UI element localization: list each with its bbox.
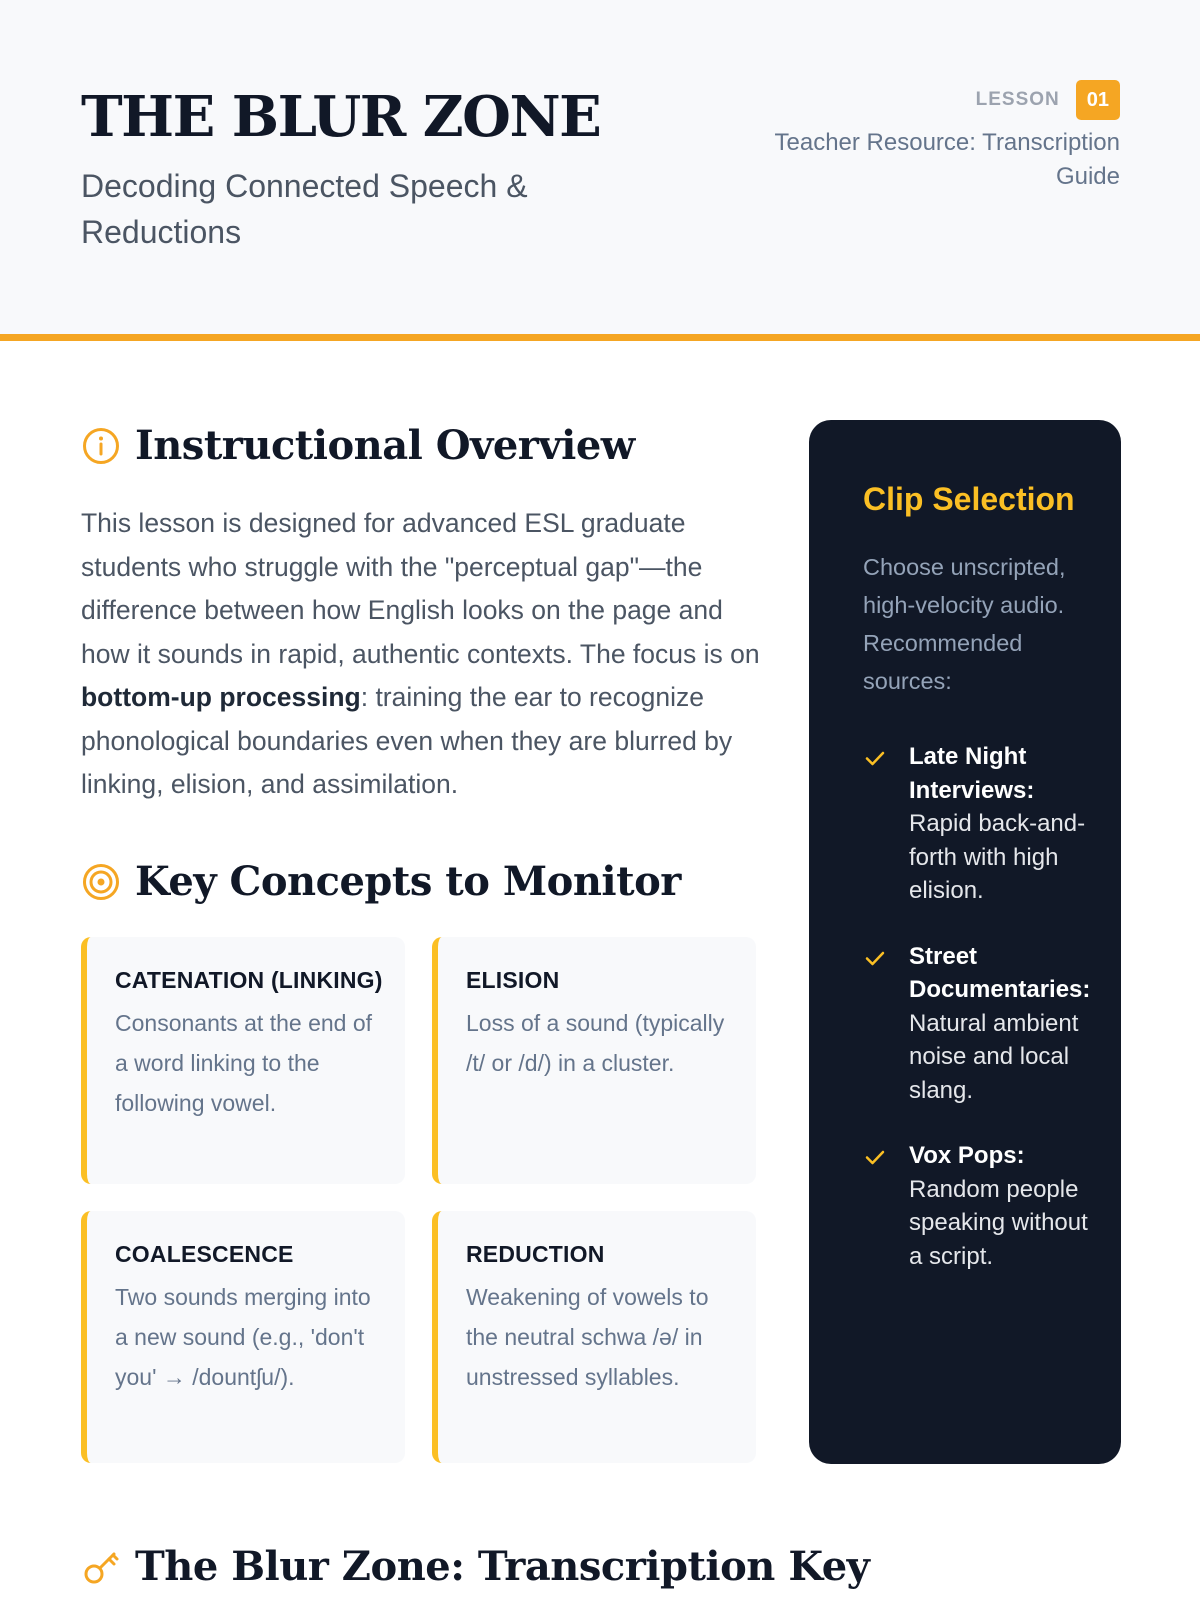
concept-card-description: Loss of a sound (typically /t/ or /d/) in a cluster. xyxy=(466,1010,725,1076)
checkmark-icon xyxy=(863,1139,887,1273)
overview-text-start: This lesson is designed for advanced ESL graduate students who struggle with the "perceptual gap"—the difference between how English looks on the page and how it sounds in rapid, authentic contexts. The focus is on xyxy=(81,508,760,669)
clip-selection-description: Choose unscripted, high-velocity audio. Recommended sources: xyxy=(863,554,1066,694)
concepts-heading-text: Key Concepts to Monitor xyxy=(135,858,681,905)
concept-card-description: Two sounds merging into a new sound (e.g., 'don't you' → /dountʃu/). xyxy=(115,1284,371,1390)
info-icon xyxy=(81,426,121,466)
concept-card-elision xyxy=(432,937,756,1184)
source-text: Random people speaking without a script. xyxy=(909,1175,1088,1270)
checkmark-icon xyxy=(863,940,887,1108)
source-label: Vox Pops: xyxy=(909,1142,1025,1169)
clip-selection-title: Clip Selection xyxy=(863,481,1075,517)
list-item xyxy=(863,940,1093,1108)
concept-card-coalescence xyxy=(81,1211,405,1463)
concepts-heading xyxy=(81,858,681,905)
list-item xyxy=(863,740,1093,908)
lesson-label: LESSON xyxy=(975,89,1060,110)
source-text: Rapid back-and-forth with high elision. xyxy=(909,810,1086,904)
concept-card-description: Weakening of vowels to the neutral schwa /ə/ in unstressed syllables. xyxy=(466,1284,709,1390)
target-icon xyxy=(81,862,121,902)
clip-selection-panel xyxy=(809,420,1121,1464)
overview-text-emphasis: bottom-up processing xyxy=(81,682,361,712)
concept-card-title: COALESCENCE xyxy=(115,1241,294,1267)
lesson-number-badge: 01 xyxy=(1076,80,1120,120)
concept-card-reduction xyxy=(432,1211,756,1463)
source-description xyxy=(909,740,1093,908)
checkmark-icon xyxy=(863,740,887,908)
concept-card-title: ELISION xyxy=(466,967,560,993)
concept-card-description: Consonants at the end of a word linking to the following vowel. xyxy=(115,1010,373,1116)
overview-heading xyxy=(81,422,635,469)
overview-text-end: : training the ear to recognize phonological boundaries even when they are blurred by linking, elision, and assimilation. xyxy=(81,682,733,799)
source-label: Street Documentaries: xyxy=(909,942,1091,1003)
source-description xyxy=(909,940,1093,1108)
overview-heading-text: Instructional Overview xyxy=(135,422,635,469)
page-subtitle: Decoding Connected Speech & Reductions xyxy=(81,168,528,250)
transcription-heading-text: The Blur Zone: Transcription Key xyxy=(135,1543,870,1590)
page-header xyxy=(0,0,1200,341)
transcription-heading xyxy=(81,1543,869,1590)
source-text: Natural ambient noise and local slang. xyxy=(909,1009,1079,1104)
page-title: THE BLUR ZONE xyxy=(81,84,601,150)
source-label: Late Night Interviews: xyxy=(909,743,1035,804)
concept-card-title: REDUCTION xyxy=(466,1241,605,1267)
key-icon xyxy=(81,1547,121,1587)
recommended-sources-list xyxy=(863,740,1093,1273)
resource-label: Teacher Resource: Transcription Guide xyxy=(774,129,1120,190)
lesson-indicator xyxy=(976,80,1120,120)
concept-card-catenation xyxy=(81,937,405,1184)
concept-card-title: CATENATION (LINKING) xyxy=(115,967,383,993)
source-description xyxy=(909,1139,1093,1273)
list-item xyxy=(863,1139,1093,1273)
overview-paragraph xyxy=(81,502,761,807)
